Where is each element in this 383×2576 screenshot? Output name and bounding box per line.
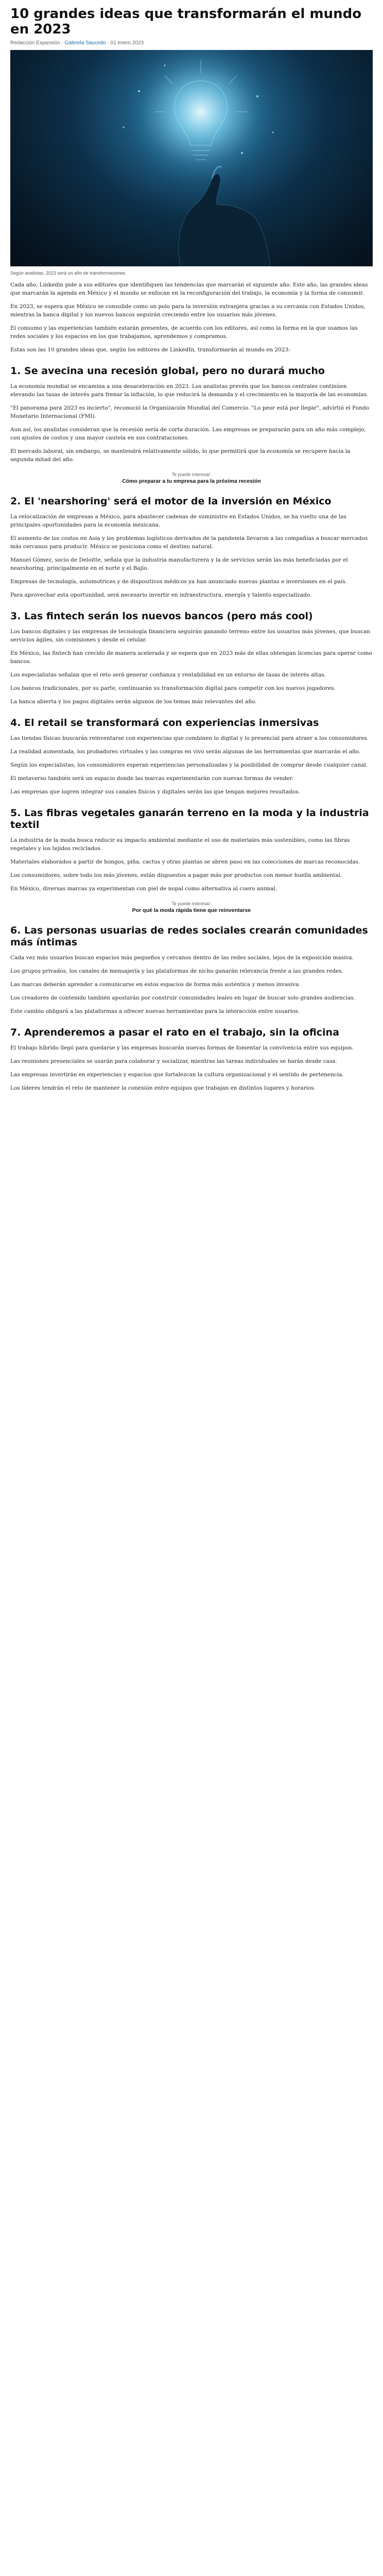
body-paragraph: El mercado laboral, sin embargo, se mantendrá relativamente sólido, lo que permitirá que la economía se recupere hacia la segunda mitad del año. — [10, 448, 351, 463]
body-paragraph: Las marcas deberán aprender a comunicarse en estos espacios de forma más auténtica y menos invasiva. — [10, 981, 301, 988]
body-paragraph: Las tiendas físicas buscarán reinventarse con experiencias que combinen lo digital y lo presencial para atraer a los consumidores. — [10, 735, 369, 741]
section-heading: 5. Las fibras vegetales ganarán terreno en la moda y la industria textil — [10, 807, 369, 831]
body-paragraph: Este cambio obligará a las plataformas a ofrecer nuevas herramientas para la interacción entre usuarios. — [10, 1008, 300, 1014]
body-paragraph: Los bancos tradicionales, por su parte, continuarán su transformación digital para competir con los nuevos jugadores. — [10, 685, 336, 691]
hero-image — [10, 50, 373, 266]
related-title[interactable]: Cómo preparar a tu empresa para la próxima recesión — [122, 478, 261, 484]
body-paragraph: Para aprovechar esta oportunidad, será necesario invertir en infraestructura, energía y talento especializado. — [10, 592, 312, 598]
related-article-link[interactable] — [10, 901, 373, 913]
body-paragraph: "El panorama para 2023 es incierto", reconoció la Organización Mundial del Comercio. "Lo peor está por llegar", advirtió el Fondo Monetario Internacional (FMI). — [10, 405, 370, 419]
body-paragraph: Empresas de tecnología, automotrices y de dispositivos médicos ya han anunciado nuevas plantas e inversiones en el país. — [10, 579, 347, 585]
publish-date: 01 enero 2023 — [110, 40, 144, 46]
article-title: 10 grandes ideas que transformarán el mundo en 2023 — [10, 6, 362, 37]
body-paragraph: Según los especialistas, los consumidores esperan experiencias personalizadas y la posibilidad de comprar desde cualquier canal. — [10, 762, 368, 768]
author-link[interactable]: Gabriela Saucedo — [64, 40, 106, 46]
intro-paragraph: En 2023, se espera que México se consolide como un polo para la inversión extranjera gracias a su cercanía con Estados Unidos, mientras la banca digital y los nuevos bancos seguirán creciendo entre los usuarios más jóvenes. — [10, 303, 365, 318]
intro-paragraph: Cada año, Linkedin pide a sus editores que identifiquen las tendencias que marcarán el siguiente año. Este año, las grandes ideas que marcarán la agenda en México y el mundo se enfocan en la reconfiguración del trabajo, la economía y la forma de consumir. — [10, 282, 368, 296]
body-paragraph: El aumento de los costos en Asia y los problemas logísticos derivados de la pandemia llevaron a las compañías a buscar mercados más cercanos para producir. México se posiciona como el destino natural. — [10, 535, 368, 550]
related-label: Te puede interesar: — [171, 901, 212, 906]
section-heading: 1. Se avecina una recesión global, pero no durará mucho — [10, 365, 325, 377]
intro-paragraph: El consumo y las experiencias también estarán presentes, de acuerdo con los editores, así como la forma en la que usamos las redes sociales y los espacios en los que trabajamos, aprendemos y compramos. — [10, 325, 358, 340]
body-paragraph: Materiales elaborados a partir de hongos, piña, cactus y otras plantas se abren paso en las colecciones de marcas reconocidas. — [10, 859, 360, 865]
section-heading: 3. Las fintech serán los nuevos bancos (pero más cool) — [10, 611, 313, 622]
body-paragraph: La economía mundial se encamina a una desaceleración en 2023. Los analistas prevén que los bancos centrales continúen elevando las tasas de interés para frenar la inflación, lo que reducirá la demanda y el crecimiento en la mayoría de las economías. — [10, 383, 369, 398]
related-title[interactable]: Por qué la moda rápida tiene que reinventarse — [132, 907, 251, 913]
body-paragraph: Cada vez más usuarios buscan espacios más pequeños y cercanos dentro de las redes sociales, lejos de la exposición masiva. — [10, 955, 354, 961]
related-article-link[interactable] — [10, 472, 373, 484]
body-paragraph: Los consumidores, sobre todo los más jóvenes, están dispuestos a pagar más por productos con menor huella ambiental. — [10, 872, 342, 878]
body-paragraph: Los grupos privados, los canales de mensajería y las plataformas de nicho ganarán relevancia frente a las grandes redes. — [10, 968, 344, 974]
related-label: Te puede interesar: — [171, 472, 212, 477]
article-page — [10, 0, 373, 1092]
body-paragraph: La realidad aumentada, los probadores virtuales y las compras en vivo serán algunas de las herramientas que marcarán el año. — [10, 749, 361, 755]
body-paragraph: En México, diversas marcas ya experimentan con piel de nopal como alternativa al cuero animal. — [10, 886, 277, 892]
section-heading: 6. Las personas usuarias de redes sociales crearán comunidades más íntimas — [10, 925, 368, 948]
body-paragraph: Las reuniones presenciales se usarán para colaborar y socializar, mientras las tareas individuales se harán desde casa. — [10, 1058, 337, 1064]
section-heading: 2. El 'nearshoring' será el motor de la inversión en México — [10, 496, 332, 507]
section-heading: 7. Aprenderemos a pasar el rato en el trabajo, sin la oficina — [10, 1027, 339, 1038]
body-paragraph: Manuel Gómez, socio de Deloitte, señala que la industria manufacturera y la de servicios serán las más beneficiadas por el nearshoring, principalmente en el norte y el Bajío. — [10, 557, 348, 571]
body-paragraph: En México, las fintech han crecido de manera acelerada y se espera que en 2023 más de ellas obtengan licencias para operar como bancos. — [10, 650, 372, 665]
body-paragraph: Los creadores de contenido también apostarán por construir comunidades leales en lugar de buscar solo grandes audiencias. — [10, 995, 356, 1001]
body-paragraph: Las empresas invertirán en experiencias y espacios que fortalezcan la cultura organizacional y el sentido de pertenencia. — [10, 1072, 344, 1078]
intro-paragraph: Estas son las 10 grandes ideas que, según los editores de LinkedIn, transformarán al mundo en 2023: — [10, 347, 290, 353]
hand-lightbulb-illustration — [10, 50, 373, 266]
body-paragraph: Las empresas que logren integrar sus canales físicos y digitales serán las que tengan mejores resultados. — [10, 789, 300, 795]
body-paragraph: La banca abierta y los pagos digitales serán algunos de los temas más relevantes del año. — [10, 699, 257, 705]
body-paragraph: El metaverso también será un espacio donde las marcas experimentarán con nuevas formas de vender. — [10, 775, 293, 782]
hero-caption: Según analistas, 2023 será un año de transformaciones. — [10, 270, 127, 276]
section-heading: 4. El retail se transformará con experiencias inmersivas — [10, 717, 319, 728]
byline: Redacción Expansión · Gabriela Saucedo · 01 enero 2023 — [10, 40, 144, 46]
body-paragraph: El trabajo híbrido llegó para quedarse y las empresas buscarán nuevas formas de fomentar la convivencia entre sus equipos. — [10, 1045, 354, 1051]
body-paragraph: La relocalización de empresas a México, para abastecer cadenas de suministro en Estados Unidos, se ha vuelto una de las principales oportunidades para la economía mexicana. — [10, 514, 346, 528]
byline-prefix: Redacción Expansión — [10, 40, 60, 46]
body-paragraph: Los bancos digitales y las empresas de tecnología financiera seguirán ganando terreno entre los usuarios más jóvenes, que buscan servicios ágiles, sin comisiones y desde el celular. — [10, 629, 370, 643]
body-paragraph: Aun así, los analistas consideran que la recesión sería de corta duración. Las empresas se prepararán para un año más complejo, con ajustes de costos y una mayor cautela en sus contrataciones. — [10, 427, 366, 441]
body-paragraph: Los líderes tendrán el reto de mantener la conexión entre equipos que trabajan en distintos lugares y horarios. — [10, 1085, 316, 1091]
body-paragraph: Los especialistas señalan que el reto será generar confianza y rentabilidad en un entorno de tasas de interés altas. — [10, 672, 326, 678]
body-paragraph: La industria de la moda busca reducir su impacto ambiental mediante el uso de materiales más sostenibles, como las fibras vegetales y los tejidos reciclados. — [10, 837, 350, 852]
